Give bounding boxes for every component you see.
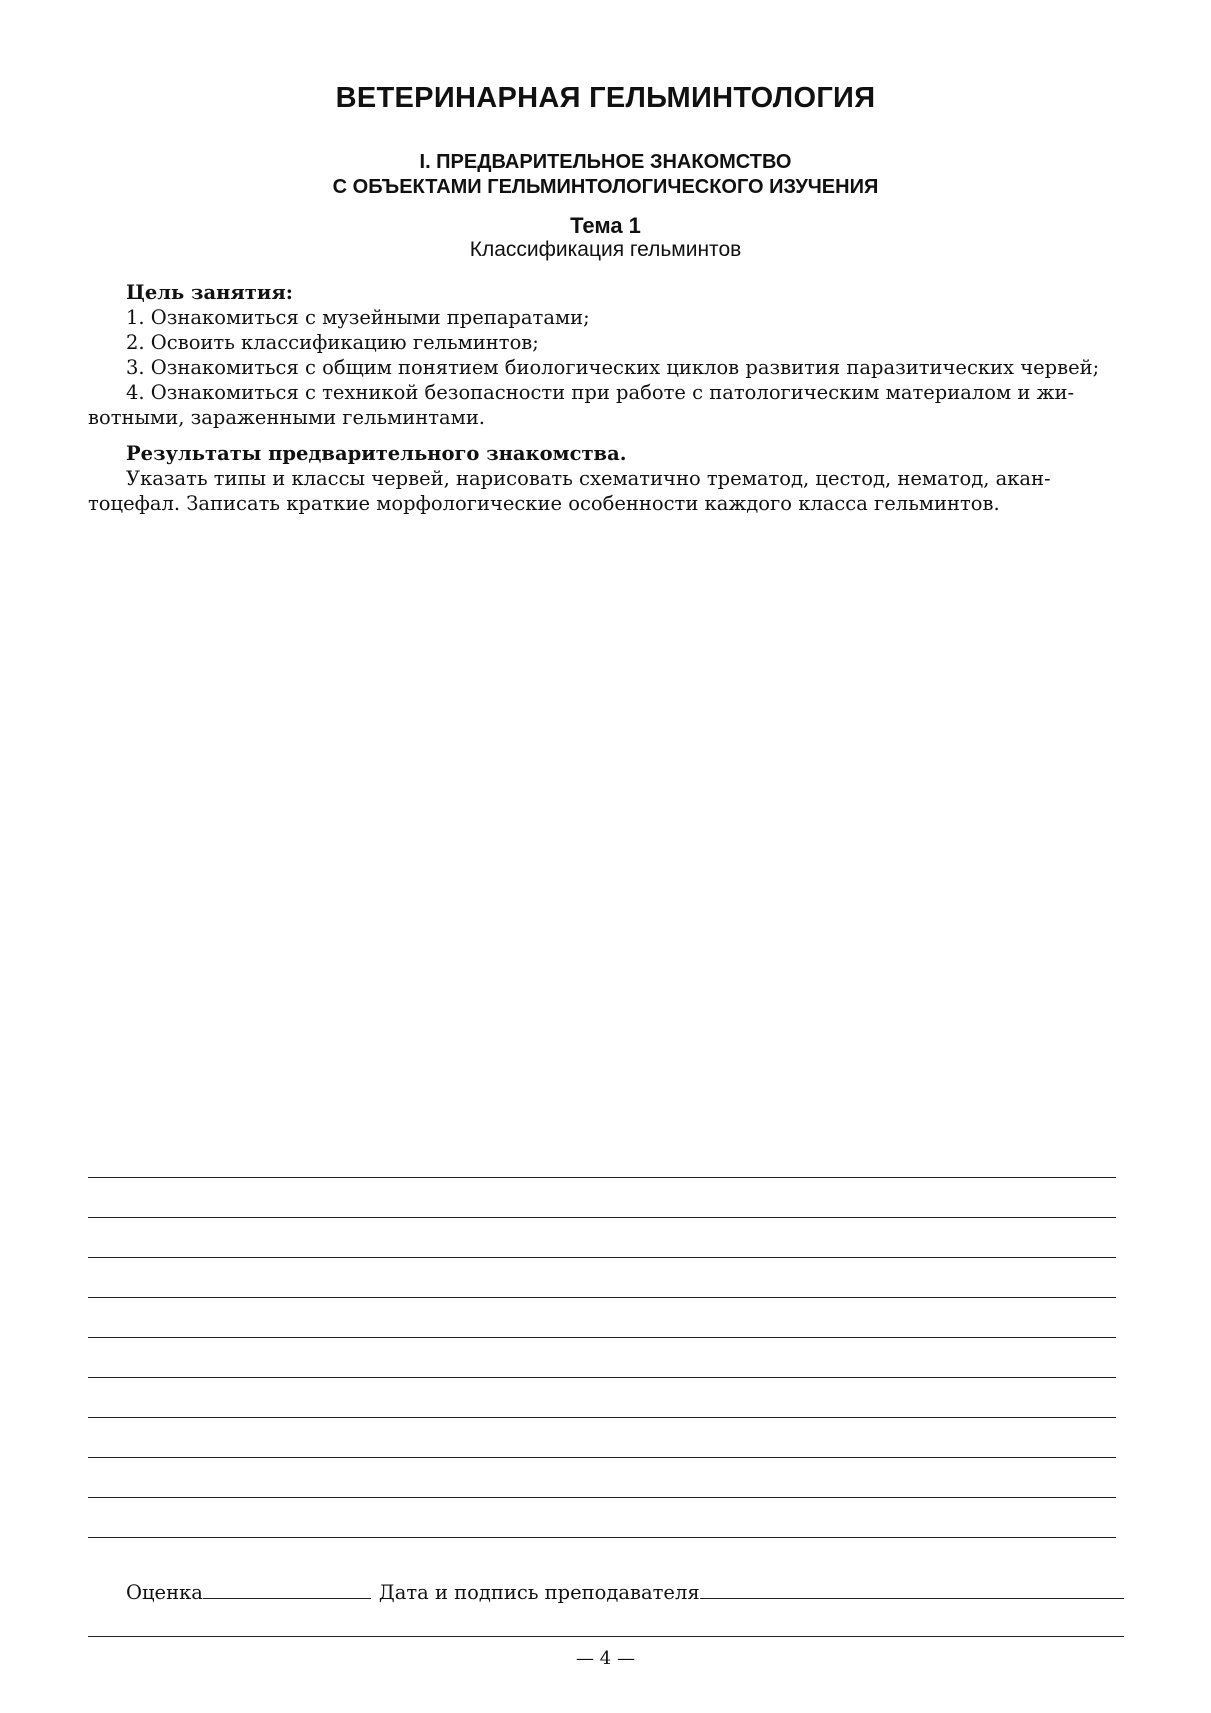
goal-item: 2. Освоить классификацию гельминтов; [126,331,539,354]
goal-block [88,280,1124,430]
results-line: тоцефал. Записать краткие морфологические особенности каждого класса гельминтов. [88,492,1000,515]
page-title: ВЕТЕРИНАРНАЯ ГЕЛЬМИНТОЛОГИЯ [335,82,876,114]
goal-item: 1. Ознакомиться с музейными препаратами; [126,306,590,329]
writing-line[interactable] [88,1497,1116,1498]
topic-number: Тема 1 [570,213,641,238]
topic-name: Классификация гельминтов [469,238,742,261]
writing-line[interactable] [88,1217,1116,1218]
signature-label: Дата и подпись преподавателя [378,1581,700,1604]
goal-heading: Цель занятия: [126,281,293,304]
grade-signature-row [126,1578,1124,1604]
writing-line[interactable] [88,1177,1116,1178]
page-number: — 4 — [576,1648,635,1669]
signature-field[interactable] [700,1578,1124,1599]
writing-line[interactable] [88,1417,1116,1418]
writing-lines [88,1177,1116,1577]
section-heading [0,150,1211,200]
footer-divider [88,1636,1124,1637]
results-line: Указать типы и классы червей, нарисовать схематично трематод, цестод, нематод, акан- [126,467,1051,490]
goal-item: 4. Ознакомиться с техникой безопасности при работе с патологическим материалом и жи- [126,381,1075,404]
writing-line[interactable] [88,1337,1116,1338]
grade-label: Оценка [126,1581,203,1604]
writing-line[interactable] [88,1257,1116,1258]
writing-line[interactable] [88,1537,1116,1538]
goal-item: 3. Ознакомиться с общим понятием биологических циклов развития паразитических червей; [126,356,1100,379]
section-heading-line-1: I. ПРЕДВАРИТЕЛЬНОЕ ЗНАКОМСТВО [419,151,792,173]
results-block [88,441,1124,516]
writing-line[interactable] [88,1457,1116,1458]
writing-line[interactable] [88,1297,1116,1298]
results-heading: Результаты предварительного знакомства. [126,442,627,465]
grade-field[interactable] [203,1578,371,1599]
section-heading-line-2: С ОБЪЕКТАМИ ГЕЛЬМИНТОЛОГИЧЕСКОГО ИЗУЧЕНИЯ [332,176,879,198]
goal-item-continuation: вотными, зараженными гельминтами. [88,406,486,429]
writing-line[interactable] [88,1377,1116,1378]
